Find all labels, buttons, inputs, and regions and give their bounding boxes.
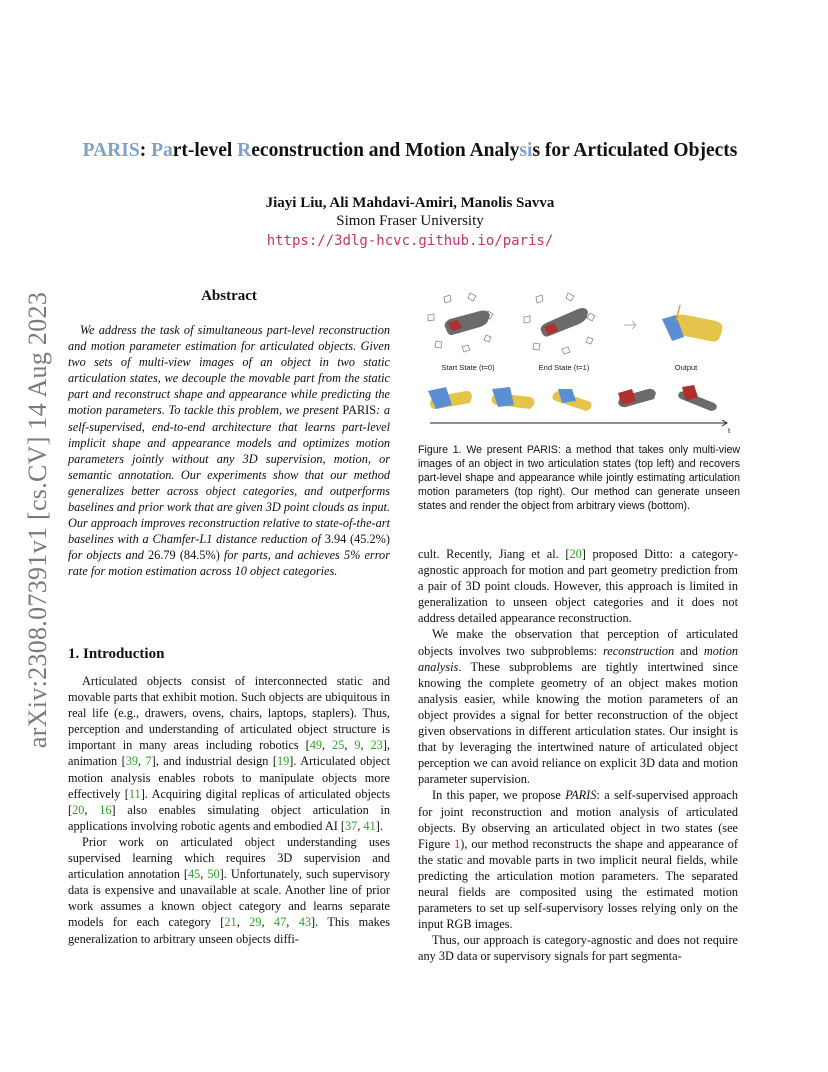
abstract-body: We address the task of simultaneous part-level reconstruction and motion parameter estimation for articulated objects. Given two sets of multi-view images of an object in two static articulation states, we decouple the movable part from the static part and reconstruct shape and appearance while predicting the motion parameters. To tackle this problem, we present PARIS: a self-supervised, end-to-end architecture that learns part-level implicit shape and appearance models and optimizes motion parameters jointly without any 3D supervision, motion, or semantic annotation. Our experiments show that our method generalizes better across object categories, and outperforms baselines and prior work that are given 3D point clouds as input. Our approach improves reconstruction relative to state-of-the-art baselines with a Chamfer-L1 distance reduction of 3.94 (45.2%) for objects and 26.79 (84.5%) for parts, and achieves 5% error rate for motion estimation across 10 object categories. [68,323,390,579]
render-frame [618,389,656,407]
rendered-sequence [428,385,717,411]
citation-link[interactable]: 43 [298,915,311,930]
affiliation: Simon Fraser University [336,213,484,229]
render-frame [552,389,591,411]
label-start-state: Start State (t=0) [441,363,495,372]
method-name: PARIS [342,403,377,418]
render-frame [428,387,472,409]
citation-link[interactable]: 19 [276,754,290,769]
citation-link[interactable]: 7 [145,754,152,769]
metric-value: 3.94 (45.2%) [324,532,390,547]
abstract-heading: Abstract [201,288,257,304]
render-frame [678,385,717,411]
right-column-body [418,546,738,964]
citation-link[interactable]: 41 [363,818,376,833]
arxiv-stamp: arXiv:2308.07391v1 [cs.CV] 14 Aug 2023 [23,291,53,749]
metric-value: 26.79 (84.5%) [148,548,220,563]
figure-1 [418,283,740,435]
citation-link[interactable]: 23 [370,738,383,753]
figure-caption: Figure 1. We present PARIS: a method that takes only multi-view images of an object in two articulation states (top left) and recovers part-level shape and appearance while jointly estimating articulation motion parameters (top right). Our method can generate unseen states and render the object from arbitrary views (bottom). [418,444,740,512]
title-segment: si [519,140,533,161]
section-heading-introduction: 1. Introduction [68,646,165,662]
citation-link[interactable]: 20 [569,547,582,561]
figure-ref-link[interactable]: 1 [454,836,461,851]
time-axis-label: t [728,426,731,435]
title-segment: s for Articulated Objects [532,140,738,161]
paragraph: In this paper, we propose PARIS: a self-supervised approach for joint reconstruction and motion analysis of articulated objects. By observing an articulated object in two states (see Figure 1), our method reconstructs the shape and appearance of the static and movable parts in two implicit neural fields, while predicting the articulation motion parameters. The separated neural fields are composited using the estimated motion parameters to set up self-supervisory losses relying only on the input RGB images. [418,788,738,932]
paragraph: Prior work on articulated object understanding uses supervised learning which requires 3D supervision and articulation annotation [45, 50]. Unfortunately, such supervisory data is expensive and unavailable at scale. Another line of prior work assumes a known object category and learns separate models for each category [21, 29, 47, 43]. This makes generalization to arbitrary unseen objects diffi- [68,834,390,946]
title-segment: econstruction and Motion Analy [251,140,520,161]
citation-link[interactable]: 25 [332,738,345,753]
title-segment: Pa [151,140,173,161]
citation-link[interactable]: 50 [207,867,220,882]
citation-link[interactable]: 37 [344,818,358,833]
citation-link[interactable]: 47 [273,915,287,930]
title-segment: PARIS [82,140,140,161]
author-list: Jiayi Liu, Ali Mahdavi-Amiri, Manolis Savva [265,195,555,211]
introduction-body [68,673,390,947]
output-object [662,305,722,342]
input-object-end [541,308,588,337]
citation-link[interactable]: 9 [354,738,361,753]
paragraph: cult. Recently, Jiang et al. [20] proposed Ditto: a category-agnostic approach for motion and part geometry prediction from a pair of 3D point clouds. However, this approach is limited in generalization to unseen object categories and it does not address detailed appearance reconstruction. [418,547,738,626]
render-frame [492,387,535,409]
arrow-icon [624,321,636,329]
citation-link[interactable]: 29 [249,915,262,930]
figure-1-graphic [418,283,740,435]
citation-link[interactable]: 39 [125,754,138,769]
label-end-state: End State (t=1) [538,363,590,372]
label-output: Output [674,363,698,372]
input-object-start [445,311,490,336]
citation-link[interactable]: 49 [309,738,323,753]
citation-link[interactable]: 20 [72,802,85,817]
title-segment: : [139,140,152,161]
paper-title [60,140,760,162]
title-segment: R [237,140,252,161]
title-segment: rt-level [172,140,238,161]
paragraph: We make the observation that perception of articulated objects involves two subproblems: reconstruction and motion analysis. These subproblems are tightly intertwined since knowing the complete geometry of an object makes motion analysis easier, while knowing the motion parameters of an object provides a signal for better reconstruction of the object given observations in different articulation states. Our insight is that by leveraging the intertwined nature of articulated object perception we can avoid reliance on explicit 3D data and motion parameter supervision. [418,627,738,787]
project-url-link[interactable]: https://3dlg-hcvc.github.io/paris/ [266,233,554,249]
citation-link[interactable]: 11 [128,786,141,801]
paragraph: Articulated objects consist of interconnected static and movable parts that exhibit motion. Such objects are ubiquitous in real life (e.g., drawers, ovens, chairs, laptops, staplers). Thus, perception and understanding of articulated object structure is important in many areas including robotics [49, 25, 9, 23], animation [39, 7], and industrial design [19]. Articulated object motion analysis enables robots to manipulate objects more effectively [11]. Acquiring digital replicas of articulated objects [20, 16] also enables simulating object articulation in applications involving robotic agents and embodied AI [37, 41]. [68,674,391,833]
paragraph: Thus, our approach is category-agnostic and does not require any 3D data or supervisory signals for part segmenta- [418,933,738,964]
citation-link[interactable]: 21 [224,915,237,930]
citation-link[interactable]: 16 [99,802,112,817]
citation-link[interactable]: 45 [188,867,201,882]
